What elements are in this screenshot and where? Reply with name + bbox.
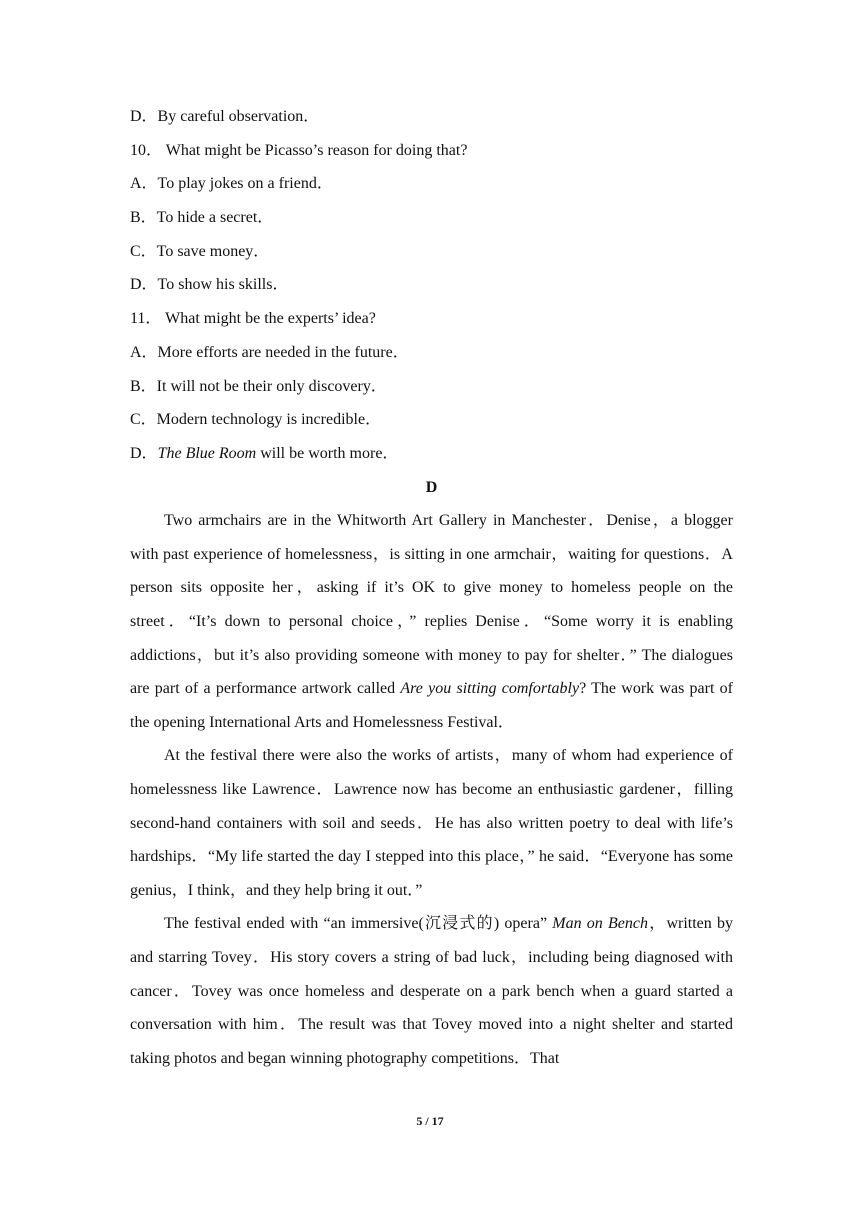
q11-option-c: C．Modern technology is incredible． — [130, 411, 382, 429]
q11-option-b: B．It will not be their only discovery． — [130, 377, 387, 395]
q11-option-d-prefix: D． — [130, 444, 158, 462]
passage-paragraph-3 — [130, 907, 733, 1075]
q11-option-a: A．More efforts are needed in the future． — [130, 343, 409, 361]
page-number: 5 / 17 — [416, 1114, 444, 1128]
q10-question: 10． What might be Picasso’s reason for doing that? — [130, 141, 468, 159]
page-content — [130, 100, 733, 1075]
p1-text-b: ? The work was part of the opening International Arts and Homelessness Festival． — [130, 680, 734, 731]
passage-paragraph-2: At the festival there were also the works of artists，many of whom had experience of homelessness like Lawrence．Lawrence now has become an enthusiastic gardener，filling second-hand containers with soil and seeds．He has also written poetry to deal with life’s hardships．“My life started the day I stepped into this place，” he said．“Everyone has some genius，I think，and they help bring it out．” — [130, 747, 733, 899]
section-heading-d: D — [425, 478, 438, 496]
p3-text-b: ，written by and starring Tovey．His story covers a string of bad luck，including being diagnosed with cancer．Tovey was once homeless and desperate on a park bench when a guard started a conversation with him．The result was that Tovey moved into a night shelter and started taking photos and began winning photography competitions．That — [130, 915, 733, 1067]
q11-option-d-title: The Blue Room — [157, 444, 257, 462]
q10-option-d: D．To show his skills． — [130, 276, 289, 294]
q10-option-c: C．To save money． — [130, 242, 270, 260]
q11-question: 11． What might be the experts’ idea? — [130, 310, 376, 328]
p1-artwork-title: Are you sitting comfortably — [400, 680, 580, 698]
passage-paragraph-1 — [130, 504, 733, 739]
q11-option-d-suffix: will be worth more． — [256, 444, 399, 462]
q10-option-b: B．To hide a secret． — [130, 209, 274, 227]
p3-text-a: The festival ended with “an immersive(沉浸式的) opera” — [164, 915, 553, 933]
q10-option-a: A．To play jokes on a friend． — [130, 175, 333, 193]
q11-option-d — [130, 437, 733, 471]
p1-text-a: Two armchairs are in the Whitworth Art Gallery in Manchester．Denise，a blogger with past experience of homelessness，is sitting in one armchair，waiting for questions．A person sits opposite her，asking if it’s OK to give money to homeless people on the street．“It’s down to personal choice，” replies Denise．“Some worry it is enabling addictions，but it’s also providing someone with money to pay for shelter．” The dialogues are part of a performance artwork called — [130, 512, 733, 698]
q9-option-d: D．By careful observation． — [130, 108, 320, 125]
p3-opera-title: Man on Bench — [552, 915, 649, 933]
